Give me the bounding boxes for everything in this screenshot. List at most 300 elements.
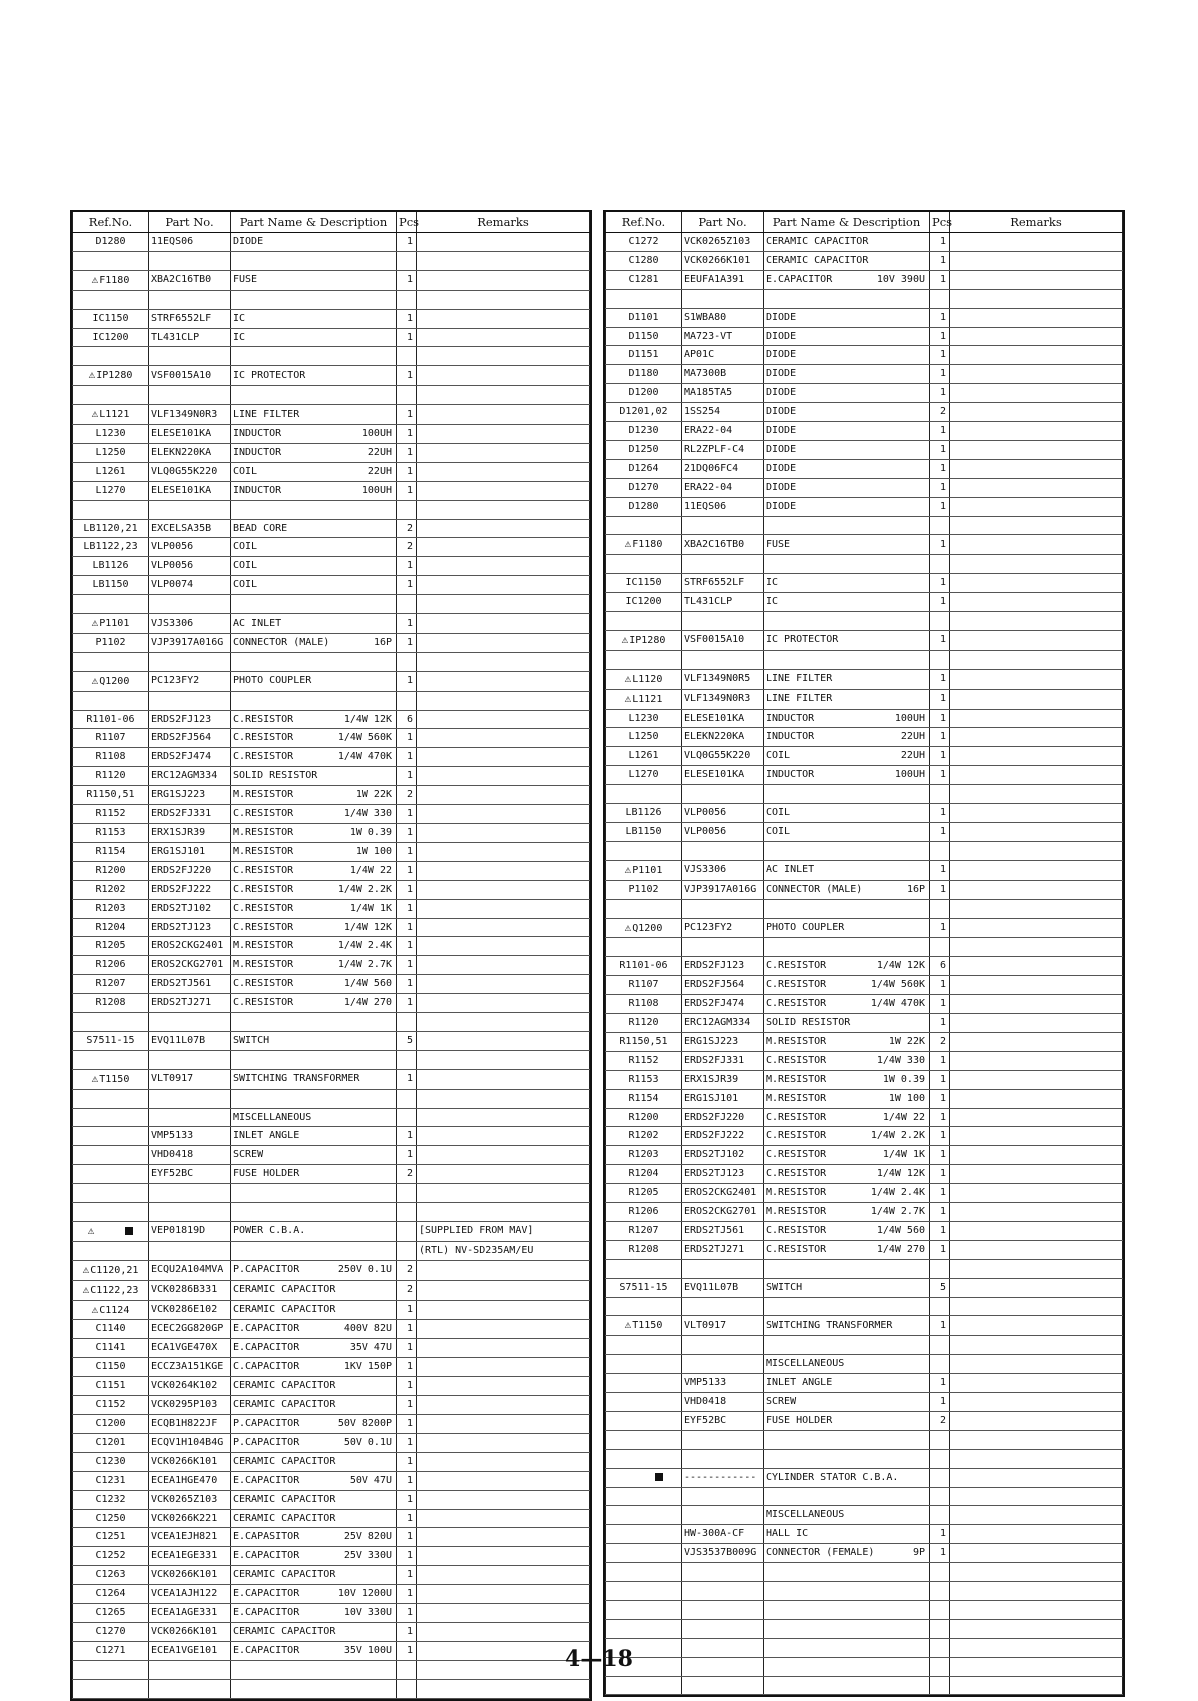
ref-cell	[606, 1221, 682, 1240]
pcs-cell	[930, 938, 950, 957]
ref-number: IC1200	[92, 331, 129, 343]
part-number	[682, 899, 764, 918]
header-remarks: Remarks	[417, 212, 590, 233]
table-row	[73, 1604, 590, 1623]
pcs-cell: 1	[397, 1641, 417, 1660]
warning-icon: ⚠	[624, 537, 632, 551]
pcs-cell: 1	[397, 1433, 417, 1452]
part-name: C.RESISTOR	[233, 808, 294, 820]
part-number: 11EQS06	[149, 233, 231, 252]
table-row	[73, 233, 590, 252]
ref-cell	[73, 1377, 149, 1396]
remarks-cell	[417, 1339, 590, 1358]
remarks-cell	[417, 975, 590, 994]
part-number	[149, 500, 231, 519]
part-number	[682, 1449, 764, 1468]
description-cell	[231, 710, 397, 729]
part-number	[149, 1241, 231, 1260]
remarks-cell	[417, 1260, 590, 1280]
pcs-cell: 1	[930, 860, 950, 880]
part-spec: 1/4W 560K	[870, 979, 925, 991]
remarks-cell	[417, 1509, 590, 1528]
remarks-cell	[950, 880, 1123, 899]
ref-number: L1270	[628, 769, 659, 781]
part-number: VLQ0G55K220	[149, 462, 231, 481]
remarks-cell	[417, 1377, 590, 1396]
table-header	[73, 212, 590, 233]
ref-number: R1205	[628, 1187, 659, 1199]
table-row	[73, 633, 590, 652]
description-cell	[764, 535, 930, 555]
part-name: LINE FILTER	[766, 693, 833, 705]
description-cell	[231, 842, 397, 861]
remarks-cell	[417, 1452, 590, 1471]
description-cell	[764, 785, 930, 804]
description-cell	[231, 1300, 397, 1320]
ref-cell	[73, 1013, 149, 1032]
pcs-cell: 1	[397, 767, 417, 786]
description-cell	[231, 425, 397, 444]
remarks-cell	[950, 785, 1123, 804]
table-row	[606, 346, 1123, 365]
remarks-cell	[417, 1203, 590, 1222]
part-number	[682, 1563, 764, 1582]
part-number: ECA1VGE470X	[149, 1339, 231, 1358]
pcs-cell: 1	[930, 709, 950, 728]
ref-cell	[606, 1297, 682, 1316]
pcs-cell: 2	[930, 1412, 950, 1431]
pcs-cell	[930, 1676, 950, 1695]
ref-number: R1154	[628, 1092, 659, 1104]
pcs-cell	[397, 1050, 417, 1069]
ref-cell	[606, 1563, 682, 1582]
part-number: VLP0056	[682, 804, 764, 823]
pcs-cell: 1	[930, 1221, 950, 1240]
part-number	[149, 251, 231, 270]
ref-cell	[606, 1278, 682, 1297]
description-cell	[231, 1585, 397, 1604]
part-number	[682, 1355, 764, 1374]
pcs-cell: 1	[397, 1547, 417, 1566]
description-cell	[231, 1414, 397, 1433]
part-number	[149, 1679, 231, 1698]
pcs-cell: 1	[930, 1051, 950, 1070]
ref-cell	[606, 384, 682, 403]
description-cell	[764, 1032, 930, 1051]
table-row	[73, 1585, 590, 1604]
part-spec: 50V 0.1U	[343, 1436, 392, 1448]
part-number: S1WBA80	[682, 308, 764, 327]
part-number: ERDS2FJ220	[682, 1108, 764, 1127]
ref-number: LB1150	[625, 826, 662, 837]
description-cell	[764, 1563, 930, 1582]
description-cell	[764, 1544, 930, 1563]
description-cell	[231, 729, 397, 748]
description-cell	[764, 1278, 930, 1297]
table-row	[606, 976, 1123, 995]
pcs-cell: 1	[397, 956, 417, 975]
ref-cell	[73, 519, 149, 538]
ref-cell	[606, 1619, 682, 1638]
part-name: INDUCTOR	[766, 712, 815, 724]
part-number: VJS3537B009G	[682, 1544, 764, 1563]
table-row	[606, 1278, 1123, 1297]
ref-cell	[606, 593, 682, 612]
table-row	[606, 1089, 1123, 1108]
remarks-cell	[950, 957, 1123, 976]
ref-cell	[73, 1069, 149, 1089]
table-row	[606, 251, 1123, 270]
ref-cell	[606, 422, 682, 441]
ref-number: LB1150	[92, 579, 129, 591]
ref-number: Q1200	[632, 922, 663, 934]
part-name: CONNECTOR (MALE)	[233, 636, 330, 648]
table-row	[606, 841, 1123, 860]
ref-cell	[606, 709, 682, 728]
part-number: ERDS2TJ271	[149, 994, 231, 1013]
remarks-cell	[950, 1184, 1123, 1203]
ref-number: D1270	[628, 481, 659, 493]
table-row	[73, 786, 590, 805]
part-number: ERDS2TJ271	[682, 1240, 764, 1259]
pcs-cell: 1	[930, 384, 950, 403]
part-name: MISCELLANEOUS	[766, 1358, 845, 1370]
part-number: ECQU2A104MVA	[149, 1260, 231, 1280]
part-number: VCK0266K101	[682, 251, 764, 270]
pcs-cell: 1	[397, 1622, 417, 1641]
table-row	[73, 767, 590, 786]
part-name: DIODE	[766, 387, 797, 399]
ref-cell	[73, 270, 149, 290]
ref-cell	[73, 1414, 149, 1433]
pcs-cell: 2	[397, 786, 417, 805]
ref-cell	[73, 691, 149, 710]
description-cell	[764, 899, 930, 918]
description-cell	[231, 1031, 397, 1050]
remarks-cell	[950, 440, 1123, 459]
part-number	[682, 1336, 764, 1355]
table-row	[73, 366, 590, 386]
pcs-cell: 2	[397, 1165, 417, 1184]
table-row	[606, 938, 1123, 957]
table-row	[73, 1452, 590, 1471]
remarks-cell	[950, 938, 1123, 957]
part-name: CERAMIC CAPACITOR	[233, 1455, 336, 1467]
remarks-cell	[950, 1393, 1123, 1412]
header-pcs: Pcs	[930, 212, 950, 233]
ref-number: IC1150	[92, 312, 129, 324]
table-row	[73, 1358, 590, 1377]
ref-cell	[73, 595, 149, 614]
part-number: ERG1SJ101	[682, 1089, 764, 1108]
ref-number: C1250	[95, 1512, 126, 1524]
table-row	[606, 1544, 1123, 1563]
part-name: E.CAPACITOR	[233, 1342, 300, 1354]
part-spec: 16P	[373, 636, 392, 648]
ref-number: C1141	[95, 1342, 126, 1354]
part-number	[149, 1050, 231, 1069]
part-number: VLT0917	[149, 1069, 231, 1089]
table-row	[606, 1203, 1123, 1222]
part-spec: 1/4W 2.4K	[337, 940, 392, 952]
ref-cell	[73, 538, 149, 557]
table-row	[606, 459, 1123, 478]
table-row	[73, 1300, 590, 1320]
description-cell	[764, 1259, 930, 1278]
ref-cell	[73, 748, 149, 767]
table-row	[73, 270, 590, 290]
part-name: IC	[766, 596, 779, 608]
remarks-cell	[950, 1468, 1123, 1487]
part-number: VEP01819D	[149, 1221, 231, 1241]
ref-number: C1231	[95, 1474, 126, 1486]
pcs-cell: 1	[397, 1585, 417, 1604]
part-number: EVQ11L07B	[149, 1031, 231, 1050]
part-spec: 1/4W 470K	[870, 998, 925, 1010]
description-cell	[231, 1339, 397, 1358]
remarks-cell	[950, 995, 1123, 1014]
table-row	[73, 1050, 590, 1069]
ref-cell	[73, 1547, 149, 1566]
ref-cell	[606, 1203, 682, 1222]
part-number	[682, 1297, 764, 1316]
part-number: VCK0264K102	[149, 1377, 231, 1396]
pcs-cell	[930, 650, 950, 669]
part-name: DIODE	[766, 500, 797, 512]
remarks-cell	[417, 671, 590, 691]
description-cell	[231, 538, 397, 557]
pcs-cell: 2	[397, 1280, 417, 1300]
pcs-cell: 1	[397, 481, 417, 500]
ref-cell	[73, 614, 149, 634]
description-cell	[764, 976, 930, 995]
part-name: C.RESISTOR	[233, 883, 294, 895]
part-name: SOLID RESISTOR	[766, 1017, 851, 1029]
description-cell	[764, 728, 930, 747]
ref-number: R1204	[95, 921, 126, 933]
description-cell	[231, 937, 397, 956]
remarks-cell	[950, 1146, 1123, 1165]
part-name: FUSE HOLDER	[766, 1415, 833, 1426]
part-name: IC	[766, 577, 779, 589]
part-number: ERG1SJ223	[149, 786, 231, 805]
part-number: ERDS2FJ123	[682, 957, 764, 976]
ref-number: R1200	[628, 1111, 659, 1123]
description-cell	[764, 1203, 930, 1222]
remarks-cell	[417, 1300, 590, 1320]
description-cell	[231, 786, 397, 805]
part-spec: 10V 330U	[343, 1607, 392, 1619]
pcs-cell: 1	[397, 1339, 417, 1358]
table-row	[606, 995, 1123, 1014]
part-spec: 1/4W 12K	[876, 1168, 925, 1180]
part-spec: 100UH	[361, 484, 392, 496]
ref-cell	[606, 270, 682, 289]
pcs-cell: 1	[930, 440, 950, 459]
description-cell	[231, 519, 397, 538]
pcs-cell	[397, 1679, 417, 1698]
part-name: DIODE	[766, 425, 797, 437]
remarks-cell	[417, 1165, 590, 1184]
table-row	[606, 1487, 1123, 1506]
table-row	[606, 1240, 1123, 1259]
table-row	[606, 516, 1123, 535]
ref-cell	[73, 1452, 149, 1471]
table-row	[73, 1069, 590, 1089]
description-cell	[764, 1146, 930, 1165]
part-name: C.RESISTOR	[233, 902, 294, 914]
description-cell	[231, 443, 397, 462]
part-name: E.CAPACITOR	[233, 1474, 300, 1486]
remarks-cell	[417, 614, 590, 634]
part-spec: 1KV 150P	[343, 1361, 392, 1373]
table-row	[606, 1393, 1123, 1412]
table-row	[73, 918, 590, 937]
table-row	[73, 1280, 590, 1300]
pcs-cell: 1	[930, 251, 950, 270]
part-spec: 1W 100	[355, 845, 392, 857]
part-number	[149, 1089, 231, 1108]
ref-cell	[73, 386, 149, 405]
remarks-cell	[950, 747, 1123, 766]
warning-icon: ⚠	[624, 1318, 632, 1332]
ref-cell	[73, 1358, 149, 1377]
table-row	[606, 899, 1123, 918]
ref-number: D1150	[628, 330, 659, 342]
description-cell	[231, 1509, 397, 1528]
ref-cell	[73, 233, 149, 252]
ref-cell	[73, 1320, 149, 1339]
warning-icon: ⚠	[91, 616, 99, 630]
ref-number: F1180	[99, 274, 130, 286]
pcs-cell: 1	[397, 462, 417, 481]
description-cell	[764, 1089, 930, 1108]
part-name: IC PROTECTOR	[766, 634, 839, 646]
pcs-cell: 6	[397, 710, 417, 729]
description-cell	[764, 1240, 930, 1259]
remarks-cell	[950, 1412, 1123, 1431]
remarks-cell	[417, 462, 590, 481]
part-number	[149, 386, 231, 405]
ref-cell	[73, 1184, 149, 1203]
ref-cell	[73, 1221, 149, 1241]
part-name: E.CAPACITOR	[233, 1323, 300, 1335]
part-name: LINE FILTER	[233, 408, 300, 420]
remarks-cell	[417, 1471, 590, 1490]
ref-cell	[606, 1051, 682, 1070]
description-cell	[231, 386, 397, 405]
description-cell	[764, 1430, 930, 1449]
table-row	[606, 804, 1123, 823]
part-spec: 10V 390U	[876, 273, 925, 285]
part-name: E.CAPACITOR	[233, 1588, 300, 1600]
remarks-cell	[950, 1051, 1123, 1070]
description-cell	[764, 308, 930, 327]
table-row	[606, 650, 1123, 669]
header-part: Part No.	[149, 212, 231, 233]
part-number: VLF1349N0R3	[149, 405, 231, 425]
part-number: VMP5133	[149, 1127, 231, 1146]
part-name: C.RESISTOR	[233, 713, 294, 725]
remarks-cell	[417, 233, 590, 252]
part-name: CERAMIC CAPACITOR	[233, 1625, 336, 1637]
ref-cell	[606, 823, 682, 842]
pcs-cell	[930, 899, 950, 918]
table-row	[606, 1563, 1123, 1582]
part-spec: 1/4W 22	[882, 1111, 925, 1123]
ref-number: C1122,23	[90, 1284, 139, 1296]
pcs-cell: 1	[930, 1184, 950, 1203]
ref-number: LB1120,21	[83, 522, 138, 534]
part-number: ECQV1H104B4G	[149, 1433, 231, 1452]
pcs-cell: 1	[930, 1525, 950, 1544]
part-number: HW-300A-CF	[682, 1525, 764, 1544]
pcs-cell: 1	[930, 593, 950, 612]
ref-cell	[606, 1165, 682, 1184]
part-number	[149, 1013, 231, 1032]
ref-number: C1271	[95, 1644, 126, 1656]
ref-cell	[606, 630, 682, 650]
ref-cell	[606, 346, 682, 365]
part-spec: 1/4W 560	[343, 978, 392, 990]
pcs-cell: 1	[930, 497, 950, 516]
pcs-cell	[930, 785, 950, 804]
pcs-cell: 1	[397, 1566, 417, 1585]
description-cell	[231, 1452, 397, 1471]
table-row	[606, 1468, 1123, 1487]
pcs-cell: 1	[930, 630, 950, 650]
pcs-cell: 1	[930, 1316, 950, 1336]
ref-number: C1150	[95, 1361, 126, 1373]
pcs-cell: 1	[930, 918, 950, 938]
table-row	[606, 440, 1123, 459]
pcs-cell: 1	[930, 1089, 950, 1108]
pcs-cell: 1	[397, 937, 417, 956]
part-spec: 100UH	[361, 428, 392, 439]
pcs-cell: 1	[930, 1127, 950, 1146]
part-name: M.RESISTOR	[233, 940, 294, 952]
description-cell	[231, 861, 397, 880]
ref-cell	[606, 728, 682, 747]
part-spec: 22UH	[900, 750, 925, 762]
table-row	[73, 1679, 590, 1698]
table-row	[73, 1108, 590, 1127]
ref-number: D1151	[628, 349, 659, 361]
ref-cell	[73, 1528, 149, 1547]
part-number: MA7300B	[682, 365, 764, 384]
part-number	[149, 1108, 231, 1127]
part-spec: 9P	[912, 1547, 925, 1559]
warning-icon: ⚠	[91, 407, 99, 421]
part-number: ERA22-04	[682, 478, 764, 497]
remarks-cell	[950, 1259, 1123, 1278]
remarks-cell	[417, 1320, 590, 1339]
pcs-cell: 1	[930, 669, 950, 689]
ref-cell	[73, 975, 149, 994]
part-spec: 1/4W 2.7K	[337, 959, 392, 971]
table-row	[73, 1490, 590, 1509]
ref-number: C1201	[95, 1436, 126, 1448]
remarks-cell	[950, 841, 1123, 860]
part-name: E.CAPACITOR	[766, 273, 833, 285]
table-row	[606, 327, 1123, 346]
pcs-cell: 1	[930, 308, 950, 327]
warning-icon: ⚠	[82, 1282, 90, 1296]
ref-cell	[73, 309, 149, 328]
description-cell	[764, 841, 930, 860]
remarks-cell	[417, 823, 590, 842]
ref-cell	[606, 1412, 682, 1431]
